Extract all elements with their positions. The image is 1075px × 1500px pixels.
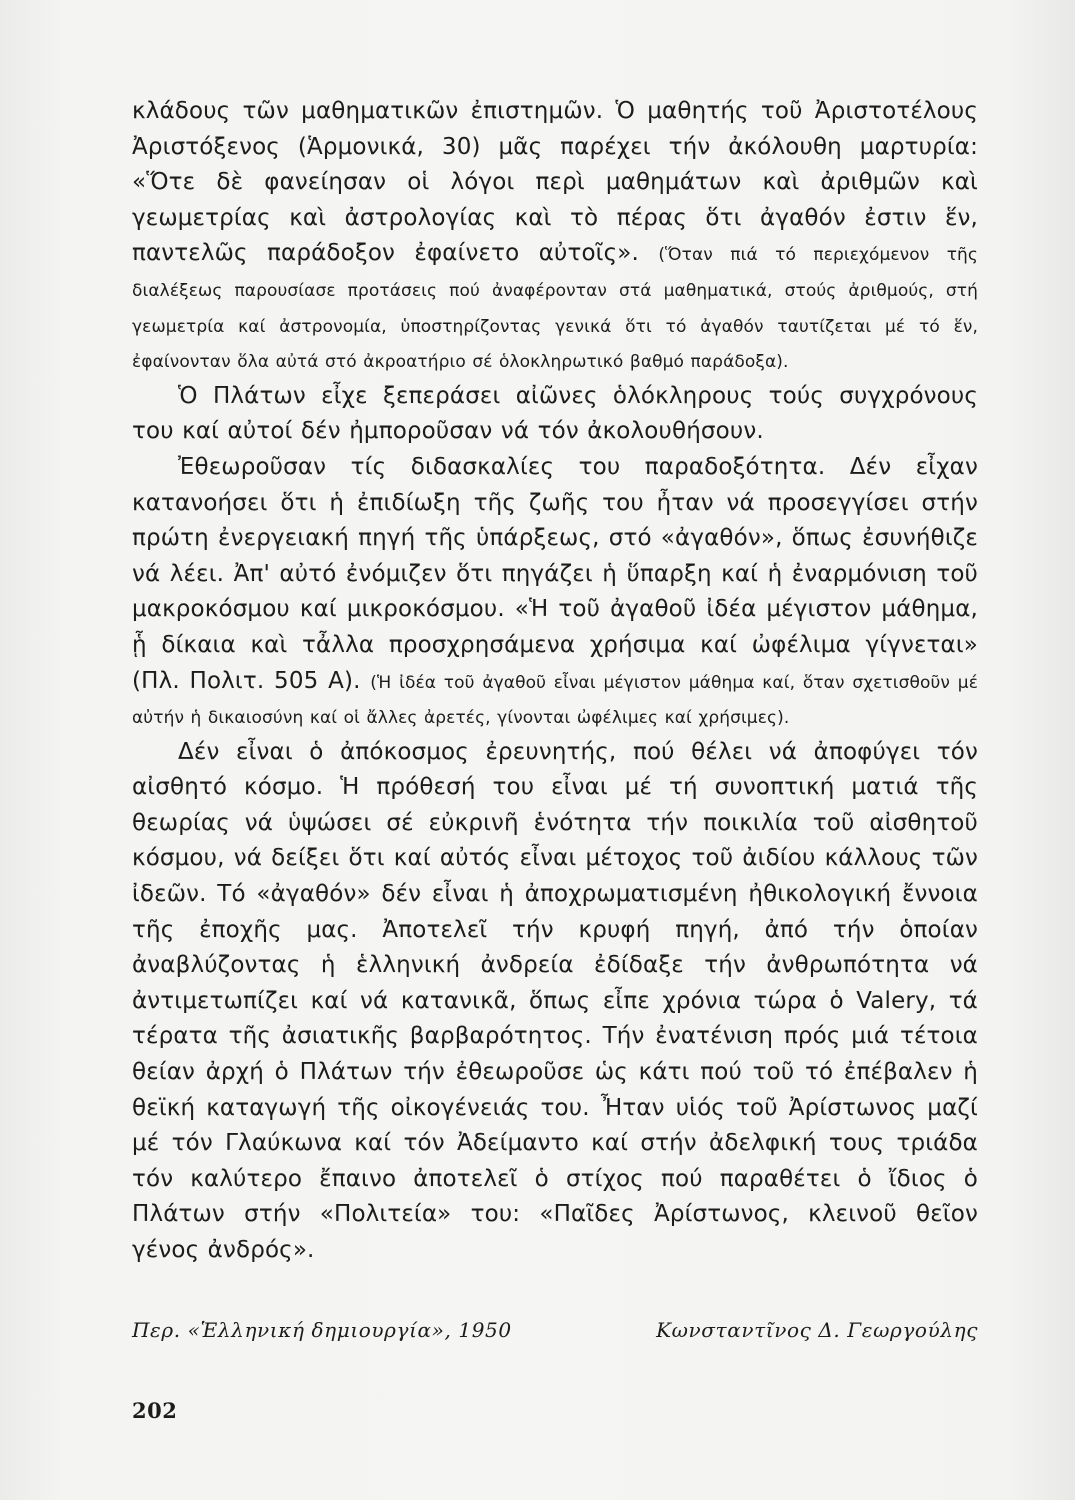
body-text	[132, 94, 978, 1269]
paragraph-3-note: (Ἡ ἰδέα τοῦ ἀγαθοῦ εἶναι μέγιστον μάθημα καί, ὅταν σχετισθοῦν μέ αὐτήν ἡ δικαιοσύνη καί οἱ ἄλλες ἀρετές, γίνονται ὠφέλιμες καί χρήσιμες).	[132, 672, 978, 729]
citation-footer	[132, 1318, 978, 1342]
author-name: Κωνσταντῖνος Δ. Γεωργούλης	[656, 1318, 978, 1342]
paragraph-3	[132, 450, 978, 735]
paragraph-1-main: κλάδους τῶν μαθηματικῶν ἐπιστημῶν. Ὁ μαθητής τοῦ Ἀριστοτέλους Ἀριστόξενος (Ἁρμονικά, 30) μᾶς παρέχει τήν ἀκόλουθη μαρτυρία: «Ὅτε δὲ φανείησαν οἱ λόγοι περὶ μαθημάτων καὶ ἀριθμῶν καὶ γεωμετρίας καὶ ἀστρολογίας καὶ τὸ πέρας ὅτι ἀγαθόν ἐστιν ἕν, παντελῶς παράδοξον ἐφαίνετο αὐτοῖς».	[132, 98, 978, 267]
paragraph-1	[132, 94, 978, 379]
paragraph-3-main: Ἐθεωροῦσαν τίς διδασκαλίες του παραδοξότητα. Δέν εἶχαν κατανοήσει ὅτι ἡ ἐπιδίωξη τῆς ζωῆς του ἦταν νά προσεγγίσει στήν πρώτη ἐνεργειακή πηγή τῆς ὑπάρξεως, στό «ἀγαθόν», ὅπως ἐσυνήθιζε νά λέει. Ἀπ' αὐτό ἐνόμιζεν ὅτι πηγάζει ἡ ὕπαρξη καί ἡ ἐναρμόνιση τοῦ μακροκόσμου καί μικροκόσμου. «Ἡ τοῦ ἀγαθοῦ ἰδέα μέγιστον μάθημα, ᾗ δίκαια καὶ τἆλλα προσχρησάμενα χρήσιμα καί ὠφέλιμα γίγνεται» (Πλ. Πολιτ. 505 Α).	[132, 453, 978, 694]
paragraph-4: Δέν εἶναι ὁ ἀπόκοσμος ἐρευνητής, πού θέλει νά ἀποφύγει τόν αἰσθητό κόσμο. Ἡ πρόθεσή του εἶναι μέ τή συνοπτική ματιά τῆς θεωρίας νά ὑψώσει σέ εὐκρινῆ ἑνότητα τήν ποικιλία τοῦ αἰσθητοῦ κόσμου, νά δείξει ὅτι καί αὐτός εἶναι μέτοχος τοῦ ἀιδίου κάλλους τῶν ἰδεῶν. Τό «ἀγαθόν» δέν εἶναι ἡ ἀποχρωματισμένη ἠθικολογική ἔννοια τῆς ἐποχῆς μας. Ἀποτελεῖ τήν κρυφή πηγή, ἀπό τήν ὁποίαν ἀναβλύζοντας ἡ ἑλληνική ἀνδρεία ἐδίδαξε τήν ἀνθρωπότητα νά ἀντιμετωπίζει καί νά κατανικᾶ, ὅπως εἶπε χρόνια τώρα ὁ Valery, τά τέρατα τῆς ἀσιατικῆς βαρβαρότητος. Τήν ἐνατένιση πρός μιά τέτοια θείαν ἀρχή ὁ Πλάτων τήν ἐθεωροῦσε ὡς κάτι πού τοῦ τό ἐπέβαλεν ἡ θεϊκή καταγωγή τῆς οἰκογένειάς του. Ἦταν υἱός τοῦ Ἀρίστωνος μαζί μέ τόν Γλαύκωνα καί τόν Ἀδείμαντο καί στήν ἀδελφική τους τριάδα τόν καλύτερο ἔπαινο ἀποτελεῖ ὁ στίχος πού παραθέτει ὁ ἴδιος ὁ Πλάτων στήν «Πολιτεία» του: «Παῖδες Ἀρίστωνος, κλεινοῦ θεῖον γένος ἀνδρός».	[132, 738, 978, 1263]
paragraph-2: Ὁ Πλάτων εἶχε ξεπεράσει αἰῶνες ὁλόκληρους τούς συγχρόνους του καί αὐτοί δέν ἠμποροῦσαν νά τόν ἀκολουθήσουν.	[132, 382, 978, 445]
source-citation: Περ. «Ἑλληνική δημιουργία», 1950	[132, 1318, 512, 1342]
paragraph-1-note: (Ὅταν πιά τό περιεχόμενον τῆς διαλέξεως παρουσίασε προτάσεις πού ἀναφέρονταν στά μαθηματικά, στούς ἀριθμούς, στή γεωμετρία καί ἀστρονομία, ὑποστηρίζοντας γενικά ὅτι τό ἀγαθόν ταυτίζεται μέ τό ἕν, ἐφαίνονταν ὅλα αὐτά στό ἀκροατήριο σέ ὁλοκληρωτικό βαθμό παράδοξα).	[132, 245, 979, 373]
page-number: 202	[132, 1398, 178, 1423]
